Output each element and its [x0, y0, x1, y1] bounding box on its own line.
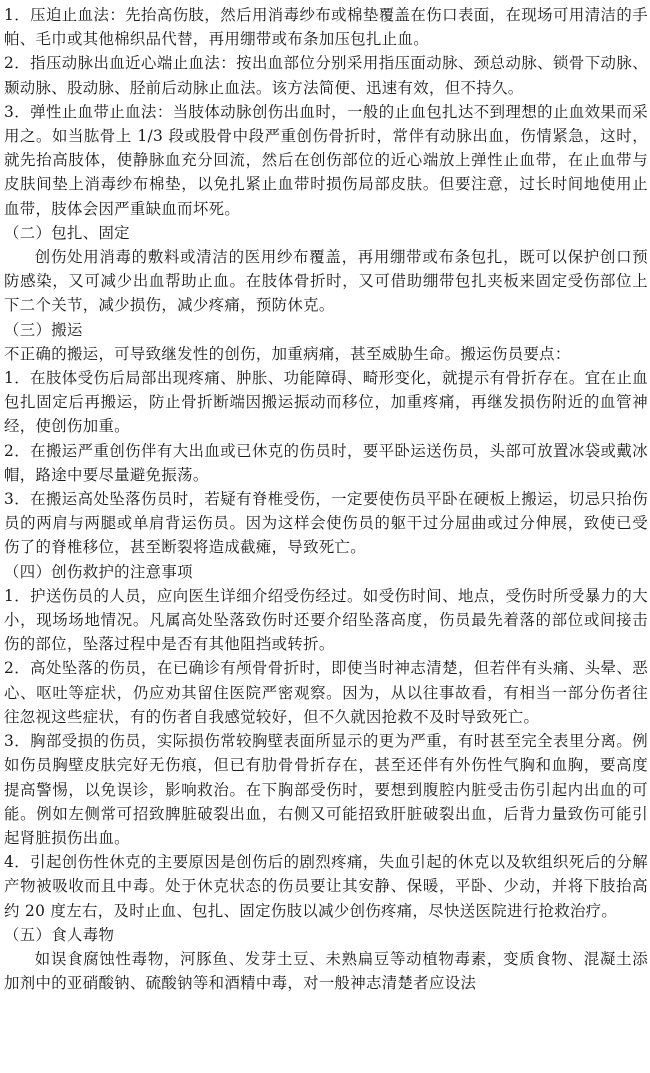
paragraph-transport-fracture: 1．在肢体受伤后局部出现疼痛、肿胀、功能障碍、畸形变化，就提示有骨折存在。宜在止血包扎固定后再搬运，防止骨折断端因搬运振动而移位，加重疼痛，再继发损伤附近的血管神经，使创伤加重。 — [4, 369, 648, 436]
paragraph-bandage-fixation: 创伤处用消毒的敷料或清洁的医用纱布覆盖，再用绷带或布条包扎，既可以保护创口预防感染，又可减少出血帮助止血。在肢体骨折时，又可借助绷带包扎夹板来固定受伤部位上下二个关节，减少损伤，减少疼痛，预防休克。 — [4, 248, 648, 315]
paragraph-transport-fall-spine: 3．在搬运高处坠落伤员时，若疑有脊椎受伤，一定要使伤员平卧在硬板上搬运，切忌只抬伤员的两肩与两腿或单肩背运伤员。因为这样会使伤员的躯干过分屈曲或过分伸展，致使已受伤了的脊椎移位，甚至断裂将造成截瘫，导致死亡。 — [4, 490, 648, 557]
paragraph-transport-bleeding-shock: 2．在搬运严重创伤伴有大出血或已休克的伤员时，要平卧运送伤员，头部可放置冰袋或戴冰帽，路途中要尽量避免振荡。 — [4, 441, 648, 484]
paragraph-precaution-chest-injury: 3．胸部受损的伤员，实际损伤常较胸壁表面所显示的更为严重，有时甚至完全表里分离。例如伤员胸壁皮肤完好无伤痕，但已有肋骨骨折存在，甚至还伴有外伤性气胸和血胸，要高度提高警惕，以免误诊，影响救治。在下胸部受伤时，要想到腹腔内脏受击伤引起内出血的可能。例如左侧常可招致脾脏破裂出血，右侧又可能招致肝脏破裂出血，后背力量致伤可能引起肾脏损伤出血。 — [4, 732, 648, 847]
section-heading-poison-ingestion: （五）食人毒物 — [4, 925, 115, 944]
paragraph-precaution-skull-fracture: 2．高处坠落的伤员，在已确诊有颅骨骨折时，即使当时神志清楚，但若伴有头痛、头晕、恶心、呕吐等症状，仍应劝其留住医院严密观察。因为，从以往事故看，有相当一部分伤者往往忽视这些症状，有的伤者自我感觉较好，但不久就因抢救不及时导致死亡。 — [4, 659, 648, 726]
paragraph-compression-hemostasis: 1．压迫止血法：先抬高伤肢，然后用消毒纱布或棉垫覆盖在伤口表面，在现场可用清洁的手帕、毛巾或其他棉织品代替，再用绷带或布条加压包扎止血。 — [4, 6, 648, 49]
section-heading-transport: （三）搬运 — [4, 320, 83, 339]
paragraph-tourniquet-hemostasis: 3．弹性止血带止血法：当肢体动脉创伤出血时，一般的止血包扎达不到理想的止血效果而采用之。如当肱骨上 1/3 段或股骨中段严重创伤骨折时，常伴有动脉出血，伤情紧急，这时，就先抬高肢体，使静脉血充分回流，然后在创伤部位的近心端放上弹性止血带，在止血带与皮肤间垫上消毒纱布棉垫，以免扎紧止血带时损伤局部皮肤。但要注意，过长时间地使用止血带，肢体会因严重缺血而坏死。 — [4, 102, 648, 218]
paragraph-artery-pressure-hemostasis: 2．指压动脉出血近心端止血法：按出血部位分别采用指压面动脉、颈总动脉、锁骨下动脉、颞动脉、股动脉、胫前后动脉止血法。该方法简便、迅速有效，但不持久。 — [4, 54, 648, 97]
section-heading-bandage-fixation: （二）包扎、固定 — [4, 223, 130, 242]
document-body — [4, 3, 648, 995]
paragraph-transport-intro: 不正确的搬运，可导致继发性的创伤，加重病痛，甚至威胁生命。搬运伤员要点： — [4, 344, 571, 363]
paragraph-poison-ingestion: 如误食腐蚀性毒物，河豚鱼、发芽土豆、未熟扁豆等动植物毒素，变质食物、混凝土添加剂中的亚硝酸钠、硫酸钠等和酒精中毒，对一般神志清楚者应设法 — [4, 949, 648, 993]
paragraph-precaution-escort: 1．护送伤员的人员，应向医生详细介绍受伤经过。如受伤时间、地点，受伤时所受暴力的大小，现场场地情况。凡属高处坠落致伤时还要介绍坠落高度，伤员最先着落的部位或间接击伤的部位，坠落过程中是否有其他阻挡或转折。 — [4, 586, 648, 654]
paragraph-precaution-traumatic-shock: 4．引起创伤性休克的主要原因是创伤后的剧烈疼痛，失血引起的休克以及软组织死后的分解产物被吸收而且中毒。处于休克状态的伤员要让其安静、保暖，平卧、少动，并将下肢抬高约 20 度左右，及时止血、包扎、固定伤肢以减少创伤疼痛，尽快送医院进行抢救治疗。 — [4, 853, 648, 920]
section-heading-precautions: （四）创伤救护的注意事项 — [4, 562, 193, 581]
